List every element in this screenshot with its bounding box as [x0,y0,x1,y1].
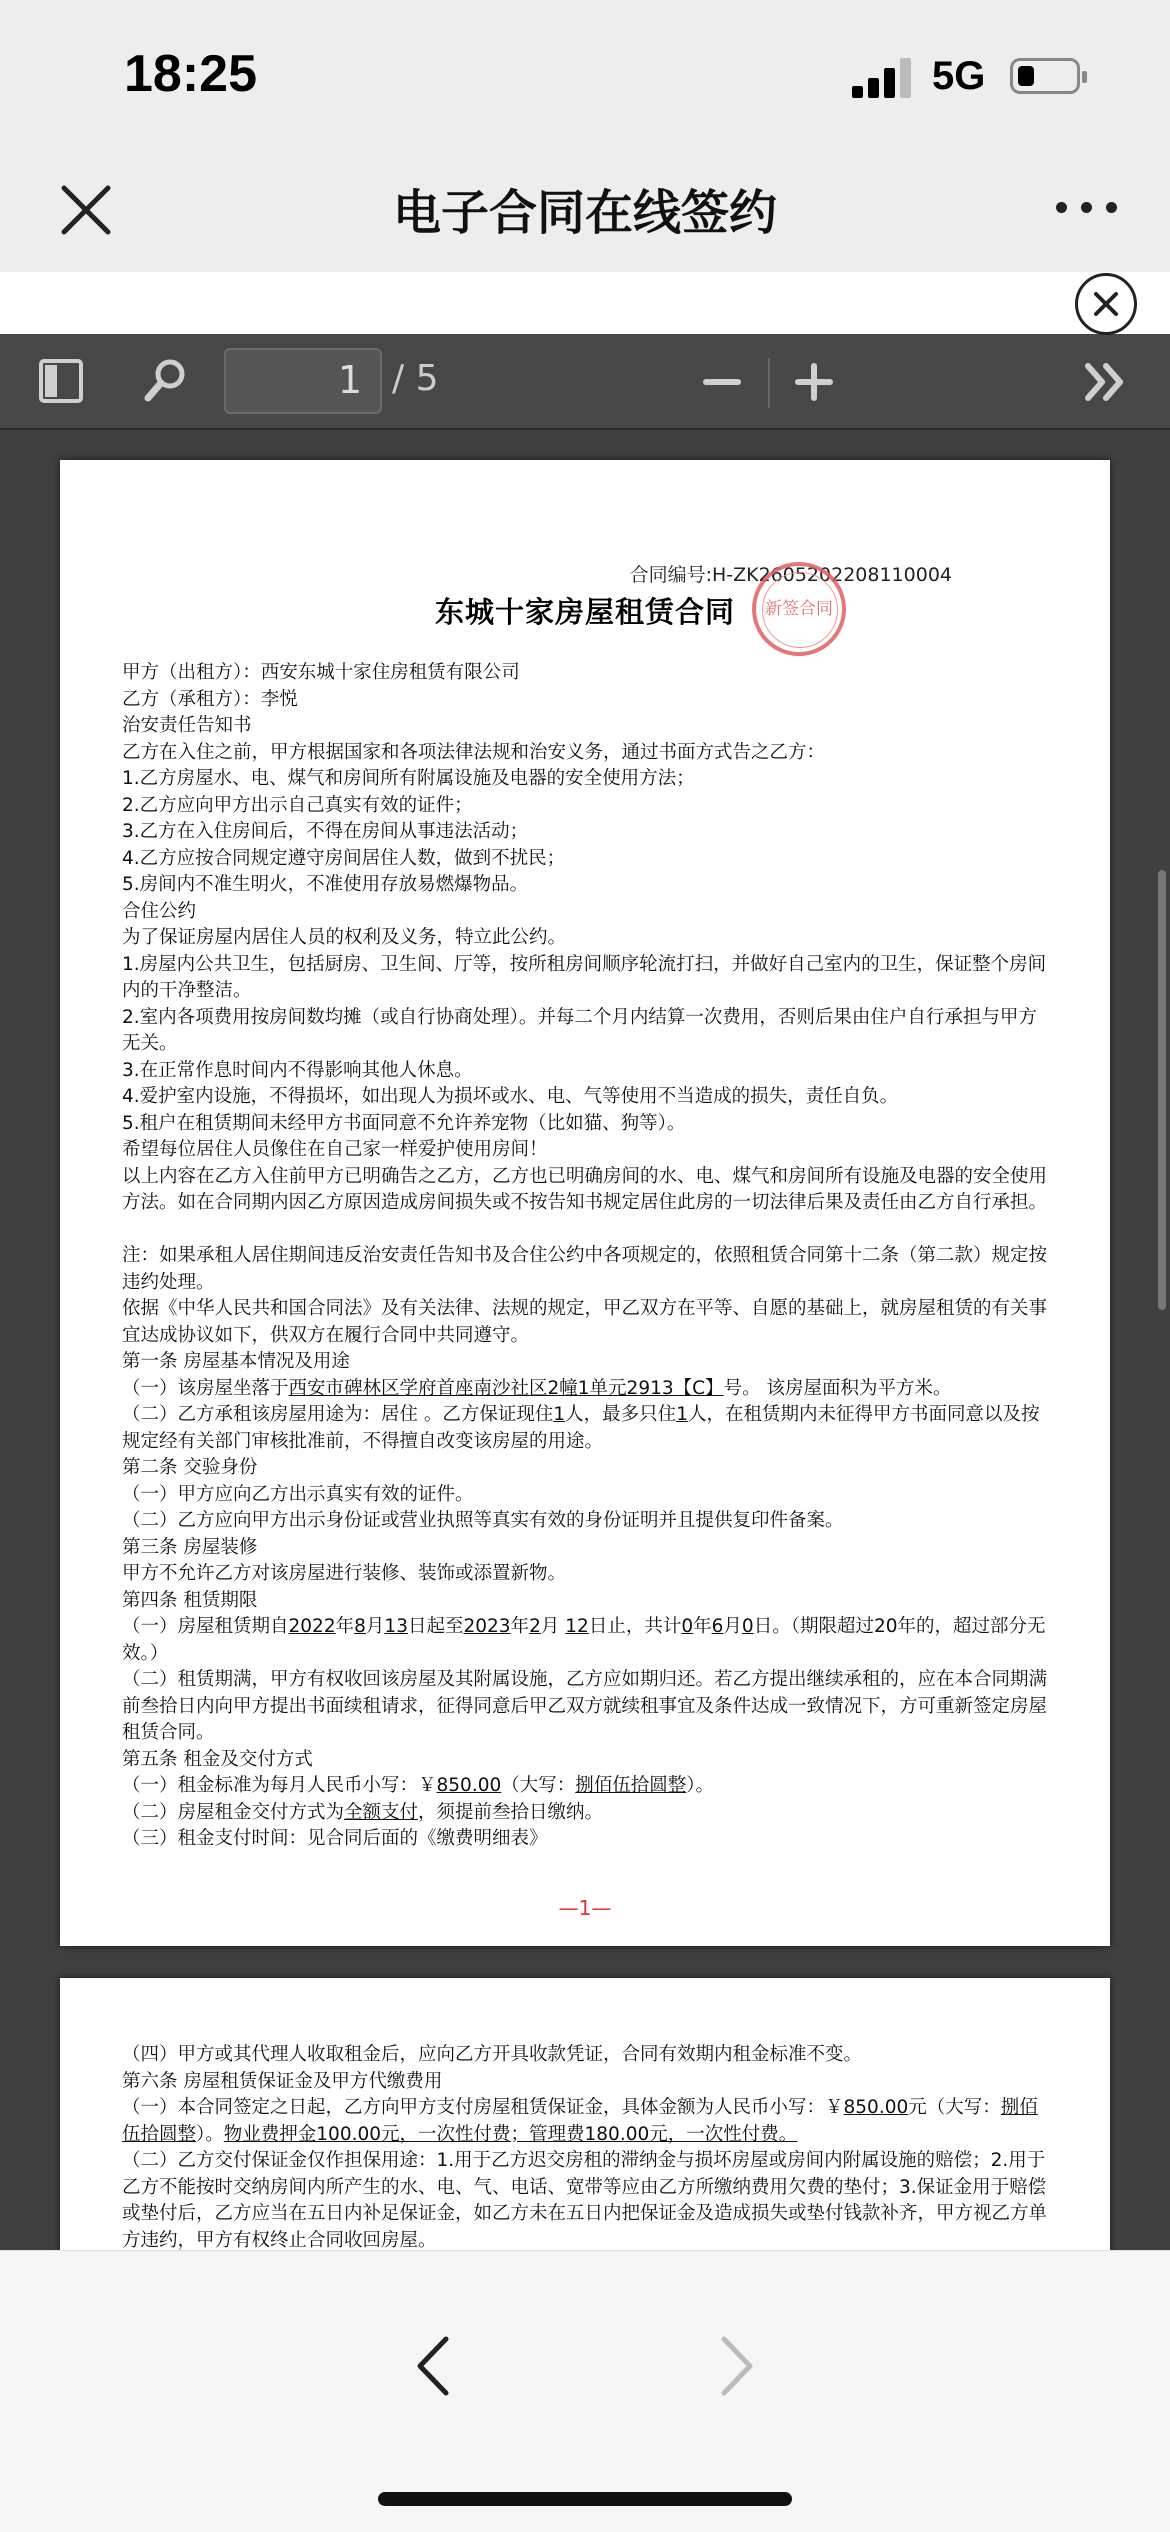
contract-line: 第四条 租赁期限 [122,1589,258,1611]
clause-5-3: （三）租金支付时间：见合同后面的《缴费明细表》 [122,1828,548,1849]
contract-line: （二）租赁期满，甲方有权收回该房屋及其附属设施，乙方应如期归还。若乙方提出继续承租的，应在本合同期满前叁拾日内向甲方提出书面续租请求，征得同意后甲乙双方就续租事宜及条件达成一致情况下，方可重新签定房屋租赁合同。 [122,1669,1048,1743]
contract-line: 注：如果承租人居住期间违反治安责任告知书及合住公约中各项规定的，依照租赁合同第十二条（第二款）规定按违约处理。 [122,1245,1048,1293]
contract-line: 2.室内各项费用按房间数均摊（或自行协商处理）。并每二个月内结算一次费用，否则后果由住户自行承担与甲方无关。 [122,1006,1037,1054]
viewer-close-icon[interactable] [1075,273,1137,335]
contract-line: 4.爱护室内设施，不得损坏，如出现人为损坏或水、电、气等使用不当造成的损失，责任自负。 [122,1086,899,1107]
more-icon[interactable] [1052,188,1122,228]
contract-line: 1.房屋内公共卫生，包括厨房、卫生间、厅等，按所租房间顺序轮流打扫，并做好自己室内的卫生，保证整个房间内的干净整洁。 [122,953,1047,1001]
pdf-toolbar [0,334,1170,430]
contract-line [122,1217,1052,1244]
contract-line: 第二条 交验身份 [122,1457,258,1478]
page-number-input[interactable]: 1 [224,348,382,414]
chevron-right-icon[interactable] [712,2331,762,2401]
clause-5-4: （四）甲方或其代理人收取租金后，应向乙方开具收款凭证，合同有效期内租金标准不变。 [122,2044,863,2065]
contract-body-page-2 [122,2042,1052,2250]
pdf-page-2 [60,1978,1110,2250]
pdf-page-1 [60,460,1110,1946]
tools-menu-icon[interactable] [1082,360,1132,408]
contract-line: 第五条 租金及交付方式 [122,1748,313,1770]
search-icon[interactable] [140,356,190,410]
clause-5-2: （二）房屋租金交付方式为全额支付，须提前叁拾日缴纳。 [122,1801,604,1823]
contract-line: 乙方在入住之前，甲方根据国家和各项法律法规和治安义务，通过书面方式告之乙方： [122,741,826,763]
contract-line: 1.乙方房屋水、电、煤气和房间所有附属设施及电器的安全使用方法； [122,768,695,789]
clause-1-1: （一）该房屋坐落于西安市碑林区学府首座南沙社区2幢1单元2913【C】号。 该房屋面积为平方米。 [122,1377,952,1399]
viewer-header-gap [0,272,1170,334]
contract-line: （一）甲方应向乙方出示真实有效的证件。 [122,1483,474,1505]
contract-line: 5.租户在租赁期间未经甲方书面同意不允许养宠物（比如猫、狗等）。 [122,1112,686,1134]
home-indicator [378,2492,792,2506]
clause-6-2: （二）乙方交付保证金仅作担保用途：1.用于乙方迟交房租的滞纳金与损坏房屋或房间内附属设施的赔偿；2.用于乙方不能按时交纳房间内所产生的水、电、气、电话、宽带等应由乙方所缴纳费用欠费的垫付；3.保证金用于赔偿或垫付后，乙方应当在五日内补足保证金，如乙方未在五日内把保证金及造成损失或垫付钱款补齐，甲方视乙方单方违约，甲方有权终止合同收回房屋。 [122,2150,1048,2250]
contract-line: 依据《中华人民共和国合同法》及有关法律、法规的规定，甲乙双方在平等、自愿的基础上，就房屋租赁的有关事宜达成协议如下，供双方在履行合同中共同遵守。 [122,1298,1048,1346]
contract-stamp: 新签合同 [752,562,846,656]
contract-title: 东城十家房屋租赁合同 [434,595,735,629]
contract-line: 第一条 房屋基本情况及用途 [122,1351,350,1372]
contract-line: 甲方不允许乙方对该房屋进行装修、装饰或添置新物。 [122,1563,567,1584]
clause-5-1: （一）租金标准为每月人民币小写：￥850.00（大写：捌佰伍拾圆整）。 [122,1775,715,1796]
contract-line: 3.乙方在入住房间后，不得在房间从事违法活动； [122,821,529,842]
zoom-in-icon[interactable] [792,360,836,408]
article-6-heading: 第六条 房屋租赁保证金及甲方代缴费用 [122,2070,443,2092]
clause-1-2: （二）乙方承租该房屋用途为：居住 。乙方保证现住1人，最多只住1人，在租赁期内未征得甲方书面同意以及按规定经有关部门审核批准前，不得擅自改变该房屋的用途。 [122,1404,1040,1452]
bottom-nav [0,2250,1170,2532]
contract-line: 第三条 房屋装修 [122,1536,258,1558]
clause-4-1: （一）房屋租赁期自2022年8月13日起至2023年2月 12日止，共计0年6月0日。（期限超过20年的，超过部分无效。） [122,1616,1046,1664]
clause-6-1: （一）本合同签定之日起，乙方向甲方支付房屋租赁保证金，具体金额为人民币小写：￥850.00元（大写：捌佰伍拾圆整）。物业费押金100.00元，一次性付费；管理费180.00元，一次性付费。 [122,2097,1038,2145]
contract-number: 合同编号:H-ZK2605202208110004 [629,564,952,586]
contract-line: 2.乙方应向甲方出示自己真实有效的证件； [122,794,473,816]
chevron-left-icon[interactable] [408,2331,458,2401]
zoom-out-icon[interactable] [700,362,744,406]
scrollbar[interactable] [1158,870,1166,1310]
contract-line: 甲方（出租方）：西安东城十家住房租赁有限公司 [122,662,520,683]
contract-line: 合住公约 [122,900,197,922]
status-bar [0,0,1170,150]
contract-line: 3.在正常作息时间内不得影响其他人休息。 [122,1059,473,1081]
signal-icon [852,58,916,98]
sidebar-toggle-icon[interactable] [38,358,84,408]
contract-line: 以上内容在乙方入住前甲方已明确告之乙方，乙方也已明确房间的水、电、煤气和房间所有设施及电器的安全使用方法。如在合同期内因乙方原因造成房间损失或不按告知书规定居住此房的一切法律后果及责任由乙方自行承担。 [122,1165,1048,1213]
toolbar-separator [768,358,770,408]
status-time: 18:25 [124,45,257,103]
contract-line: 乙方（承租方）：李悦 [122,688,298,710]
battery-icon [1010,58,1080,94]
page-number: —1— [558,1896,612,1920]
document-viewer[interactable] [0,430,1170,2250]
contract-line: 为了保证房屋内居住人员的权利及义务，特立此公约。 [122,927,567,948]
page-title: 电子合同在线签约 [392,185,777,241]
page-total: / 5 [392,358,439,399]
contract-line: （二）乙方应向甲方出示身份证或营业执照等真实有效的身份证明并且提供复印件备案。 [122,1510,844,1531]
contract-line: 4.乙方应按合同规定遵守房间居住人数，做到不扰民； [122,847,566,869]
contract-line: 治安责任告知书 [122,715,252,736]
contract-body [122,660,1052,1853]
nav-bar [0,150,1170,272]
contract-line: 5.房间内不准生明火，不准使用存放易燃爆物品。 [122,874,529,895]
contract-line: 希望每位居住人员像住在自己家一样爱护使用房间！ [122,1139,548,1160]
network-type: 5G [932,54,986,98]
